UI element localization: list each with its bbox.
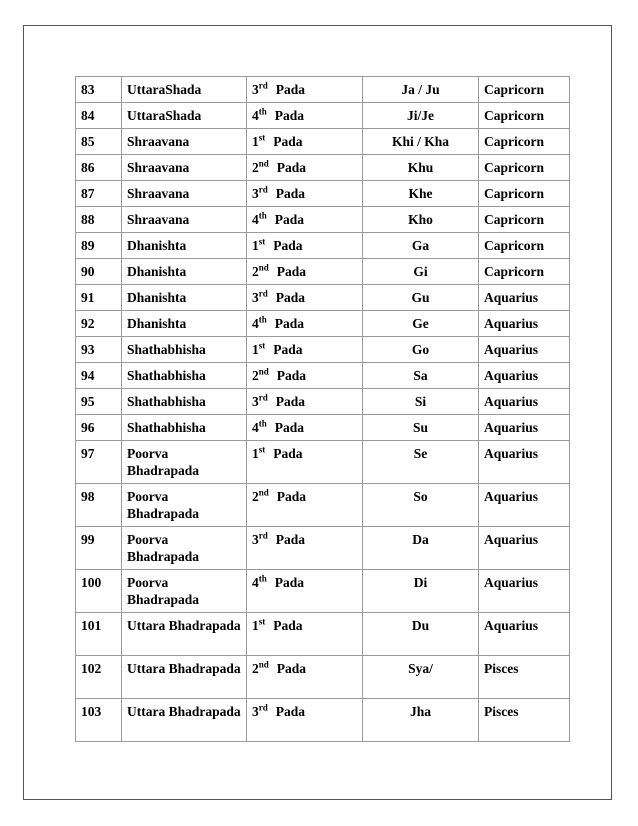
syllable-cell: Ji/Je (363, 103, 479, 129)
table-row (76, 527, 570, 570)
pada-ordinal-suffix: rd (258, 80, 268, 91)
pada-cell (247, 527, 363, 570)
zodiac-sign-cell: Capricorn (479, 129, 570, 155)
pada-number: 3 (252, 532, 259, 547)
pada-cell (247, 613, 363, 656)
row-number-cell: 92 (76, 311, 122, 337)
syllable-cell: Se (363, 441, 479, 484)
table-body (76, 77, 570, 742)
syllable-cell: So (363, 484, 479, 527)
pada-ordinal-suffix: st (258, 340, 266, 351)
pada-word: Pada (274, 575, 305, 590)
nakshatra-cell: Poorva Bhadrapada (122, 570, 247, 613)
row-number-cell: 98 (76, 484, 122, 527)
syllable-cell: Su (363, 415, 479, 441)
pada-cell (247, 285, 363, 311)
nakshatra-cell: Dhanishta (122, 233, 247, 259)
pada-ordinal-suffix: nd (258, 262, 269, 273)
pada-number: 2 (252, 264, 259, 279)
zodiac-sign-cell: Capricorn (479, 155, 570, 181)
row-number-cell: 103 (76, 699, 122, 742)
nakshatra-cell: Dhanishta (122, 285, 247, 311)
pada-word: Pada (275, 394, 306, 409)
nakshatra-cell: Poorva Bhadrapada (122, 484, 247, 527)
pada-cell (247, 363, 363, 389)
pada-ordinal-suffix: nd (258, 659, 269, 670)
row-number-cell: 87 (76, 181, 122, 207)
pada-word: Pada (273, 618, 303, 633)
syllable-cell: Jha (363, 699, 479, 742)
nakshatra-cell: Uttara Bhadrapada (122, 699, 247, 742)
pada-word: Pada (273, 342, 303, 357)
table-row (76, 311, 570, 337)
nakshatra-cell: Uttara Bhadrapada (122, 613, 247, 656)
table-row (76, 484, 570, 527)
zodiac-sign-cell: Pisces (479, 699, 570, 742)
pada-cell (247, 103, 363, 129)
table-row (76, 129, 570, 155)
pada-cell (247, 259, 363, 285)
nakshatra-cell: Poorva Bhadrapada (122, 527, 247, 570)
zodiac-sign-cell: Capricorn (479, 181, 570, 207)
pada-cell (247, 656, 363, 699)
pada-cell (247, 77, 363, 103)
zodiac-sign-cell: Capricorn (479, 103, 570, 129)
row-number-cell: 93 (76, 337, 122, 363)
pada-cell (247, 337, 363, 363)
syllable-cell: Gu (363, 285, 479, 311)
pada-ordinal-suffix: nd (258, 366, 269, 377)
table-row (76, 363, 570, 389)
pada-cell (247, 311, 363, 337)
zodiac-sign-cell: Capricorn (479, 259, 570, 285)
pada-word: Pada (274, 420, 305, 435)
table-row (76, 155, 570, 181)
row-number-cell: 85 (76, 129, 122, 155)
row-number-cell: 102 (76, 656, 122, 699)
zodiac-sign-cell: Capricorn (479, 233, 570, 259)
pada-word: Pada (273, 446, 303, 461)
row-number-cell: 99 (76, 527, 122, 570)
pada-number: 4 (252, 316, 259, 331)
pada-ordinal-suffix: rd (258, 288, 268, 299)
syllable-cell: Ja / Ju (363, 77, 479, 103)
pada-number: 4 (252, 108, 259, 123)
pada-word: Pada (274, 108, 305, 123)
zodiac-sign-cell: Aquarius (479, 363, 570, 389)
zodiac-sign-cell: Pisces (479, 656, 570, 699)
pada-ordinal-suffix: rd (258, 184, 268, 195)
pada-number: 2 (252, 160, 259, 175)
pada-number: 2 (252, 489, 259, 504)
pada-number: 4 (252, 420, 259, 435)
pada-ordinal-suffix: nd (258, 487, 269, 498)
pada-cell (247, 207, 363, 233)
pada-ordinal-suffix: st (258, 132, 266, 143)
syllable-cell: Kho (363, 207, 479, 233)
pada-cell (247, 415, 363, 441)
pada-cell (247, 699, 363, 742)
syllable-cell: Ge (363, 311, 479, 337)
table-row (76, 337, 570, 363)
row-number-cell: 95 (76, 389, 122, 415)
pada-number: 1 (252, 618, 259, 633)
pada-number: 3 (252, 82, 259, 97)
pada-number: 3 (252, 290, 259, 305)
table-row (76, 656, 570, 699)
pada-number: 1 (252, 134, 259, 149)
pada-word: Pada (275, 532, 306, 547)
nakshatra-cell: UttaraShada (122, 77, 247, 103)
table-row (76, 77, 570, 103)
nakshatra-cell: UttaraShada (122, 103, 247, 129)
table-row (76, 441, 570, 484)
pada-ordinal-suffix: th (258, 210, 267, 221)
pada-number: 3 (252, 704, 259, 719)
pada-number: 2 (252, 368, 259, 383)
syllable-cell: Si (363, 389, 479, 415)
pada-ordinal-suffix: st (258, 236, 266, 247)
pada-ordinal-suffix: th (258, 106, 267, 117)
nakshatra-cell: Shraavana (122, 181, 247, 207)
syllable-cell: Ga (363, 233, 479, 259)
pada-number: 1 (252, 446, 259, 461)
zodiac-sign-cell: Aquarius (479, 389, 570, 415)
pada-number: 4 (252, 575, 259, 590)
pada-number: 3 (252, 394, 259, 409)
pada-number: 1 (252, 342, 259, 357)
row-number-cell: 100 (76, 570, 122, 613)
table-row (76, 699, 570, 742)
table-row (76, 233, 570, 259)
zodiac-sign-cell: Aquarius (479, 570, 570, 613)
pada-word: Pada (275, 186, 306, 201)
row-number-cell: 96 (76, 415, 122, 441)
pada-word: Pada (274, 316, 305, 331)
syllable-cell: Da (363, 527, 479, 570)
syllable-cell: Khe (363, 181, 479, 207)
pada-word: Pada (274, 212, 305, 227)
nakshatra-cell: Shathabhisha (122, 337, 247, 363)
nakshatra-cell: Shathabhisha (122, 389, 247, 415)
nakshatra-cell: Poorva Bhadrapada (122, 441, 247, 484)
pada-cell (247, 484, 363, 527)
table-row (76, 389, 570, 415)
pada-number: 2 (252, 661, 259, 676)
row-number-cell: 91 (76, 285, 122, 311)
syllable-cell: Sa (363, 363, 479, 389)
pada-ordinal-suffix: th (258, 418, 267, 429)
table-row (76, 415, 570, 441)
pada-ordinal-suffix: rd (258, 392, 268, 403)
pada-cell (247, 233, 363, 259)
pada-ordinal-suffix: st (258, 616, 266, 627)
nakshatra-cell: Shathabhisha (122, 415, 247, 441)
zodiac-sign-cell: Aquarius (479, 613, 570, 656)
row-number-cell: 94 (76, 363, 122, 389)
pada-word: Pada (273, 134, 303, 149)
pada-word: Pada (275, 704, 306, 719)
row-number-cell: 89 (76, 233, 122, 259)
syllable-cell: Sya/ (363, 656, 479, 699)
syllable-cell: Di (363, 570, 479, 613)
row-number-cell: 88 (76, 207, 122, 233)
row-number-cell: 90 (76, 259, 122, 285)
nakshatra-cell: Dhanishta (122, 311, 247, 337)
pada-word: Pada (276, 264, 307, 279)
pada-number: 3 (252, 186, 259, 201)
zodiac-sign-cell: Aquarius (479, 441, 570, 484)
syllable-cell: Du (363, 613, 479, 656)
pada-word: Pada (276, 368, 307, 383)
pada-word: Pada (275, 290, 306, 305)
nakshatra-pada-table (75, 76, 570, 742)
zodiac-sign-cell: Aquarius (479, 527, 570, 570)
pada-cell (247, 181, 363, 207)
nakshatra-cell: Shathabhisha (122, 363, 247, 389)
pada-word: Pada (276, 661, 307, 676)
row-number-cell: 84 (76, 103, 122, 129)
pada-ordinal-suffix: th (258, 573, 267, 584)
table-row (76, 181, 570, 207)
nakshatra-cell: Shraavana (122, 207, 247, 233)
pada-word: Pada (276, 489, 307, 504)
pada-ordinal-suffix: rd (258, 530, 268, 541)
table-row (76, 207, 570, 233)
nakshatra-cell: Dhanishta (122, 259, 247, 285)
pada-number: 1 (252, 238, 259, 253)
pada-word: Pada (273, 238, 303, 253)
pada-cell (247, 155, 363, 181)
pada-cell (247, 441, 363, 484)
zodiac-sign-cell: Capricorn (479, 207, 570, 233)
nakshatra-cell: Shraavana (122, 155, 247, 181)
row-number-cell: 86 (76, 155, 122, 181)
table-row (76, 103, 570, 129)
table-row (76, 570, 570, 613)
zodiac-sign-cell: Aquarius (479, 285, 570, 311)
pada-ordinal-suffix: th (258, 314, 267, 325)
pada-cell (247, 389, 363, 415)
zodiac-sign-cell: Capricorn (479, 77, 570, 103)
syllable-cell: Khi / Kha (363, 129, 479, 155)
pada-cell (247, 129, 363, 155)
table-row (76, 285, 570, 311)
syllable-cell: Khu (363, 155, 479, 181)
nakshatra-cell: Shraavana (122, 129, 247, 155)
row-number-cell: 101 (76, 613, 122, 656)
zodiac-sign-cell: Aquarius (479, 415, 570, 441)
syllable-cell: Gi (363, 259, 479, 285)
pada-ordinal-suffix: st (258, 444, 266, 455)
zodiac-sign-cell: Aquarius (479, 311, 570, 337)
zodiac-sign-cell: Aquarius (479, 484, 570, 527)
pada-cell (247, 570, 363, 613)
pada-ordinal-suffix: nd (258, 158, 269, 169)
pada-word: Pada (276, 160, 307, 175)
nakshatra-cell: Uttara Bhadrapada (122, 656, 247, 699)
row-number-cell: 83 (76, 77, 122, 103)
row-number-cell: 97 (76, 441, 122, 484)
zodiac-sign-cell: Aquarius (479, 337, 570, 363)
table-row (76, 613, 570, 656)
pada-ordinal-suffix: rd (258, 702, 268, 713)
syllable-cell: Go (363, 337, 479, 363)
pada-word: Pada (275, 82, 306, 97)
pada-number: 4 (252, 212, 259, 227)
table-row (76, 259, 570, 285)
